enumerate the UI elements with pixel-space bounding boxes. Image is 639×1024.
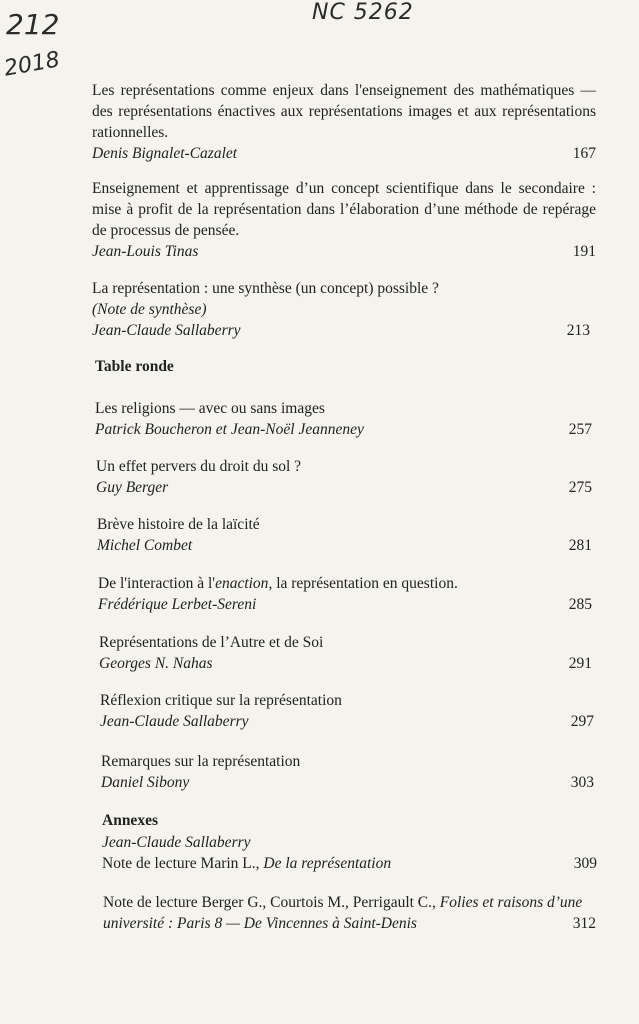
toc-entry bbox=[92, 80, 596, 164]
entry-author: Jean-Claude Sallaberry bbox=[100, 713, 249, 730]
toc-entry bbox=[101, 751, 594, 793]
entry-author: Patrick Boucheron et Jean-Noël Jeanneney bbox=[95, 421, 364, 438]
entry-page: 167 bbox=[572, 145, 596, 162]
toc-entry bbox=[99, 632, 592, 674]
entry-note: (Note de synthèse) bbox=[92, 301, 207, 318]
entry-page: 291 bbox=[568, 655, 592, 672]
entry-page: 303 bbox=[570, 774, 594, 791]
handwritten-number: 212 bbox=[6, 8, 60, 41]
entry-title: La représentation : une synthèse (un concept) possible ? bbox=[92, 280, 439, 297]
entry-title: Réflexion critique sur la représentation bbox=[100, 692, 342, 709]
entry-author: Georges N. Nahas bbox=[99, 655, 213, 672]
entry-author: Jean-Claude Sallaberry bbox=[102, 834, 251, 851]
handwritten-year: 2018 bbox=[2, 47, 62, 82]
toc-entry bbox=[92, 178, 596, 262]
handwritten-shelfmark: NC 5262 bbox=[312, 0, 414, 25]
entry-title-part: Note de lecture Berger G., Courtois M., Perrigault C., bbox=[103, 894, 440, 911]
toc-entry bbox=[102, 832, 597, 874]
entry-title: Représentations de l’Autre et de Soi bbox=[99, 634, 324, 651]
entry-title bbox=[102, 853, 597, 874]
entry-title: Les religions — avec ou sans images bbox=[95, 400, 325, 417]
section-heading: Table ronde bbox=[95, 358, 174, 375]
entry-author: Daniel Sibony bbox=[101, 774, 190, 791]
toc-entry bbox=[100, 690, 594, 732]
entry-title-part: Note de lecture Marin L., bbox=[102, 855, 264, 872]
entry-title-italic: enaction bbox=[215, 575, 269, 592]
entry-author: Jean-Claude Sallaberry bbox=[92, 322, 241, 339]
entry-author: Guy Berger bbox=[96, 479, 169, 496]
entry-title-part: , la représentation en question. bbox=[268, 575, 458, 592]
entry-author: Denis Bignalet-Cazalet bbox=[92, 145, 238, 162]
entry-title: Brève histoire de la laïcité bbox=[97, 516, 260, 533]
entry-title-italic: De la représentation bbox=[263, 855, 392, 872]
entry-title bbox=[98, 573, 592, 594]
entry-page: 309 bbox=[573, 855, 597, 872]
entry-author: Jean-Louis Tinas bbox=[92, 243, 199, 260]
section-heading: Annexes bbox=[102, 812, 158, 829]
entry-title: Les représentations comme enjeux dans l'enseignement des mathématiques — des représentations énactives aux représentations images et aux représentations rationnelles. bbox=[92, 82, 596, 141]
toc-entry bbox=[103, 892, 596, 934]
entry-author: Frédérique Lerbet-Sereni bbox=[98, 596, 257, 613]
entry-page: 213 bbox=[566, 322, 590, 339]
toc-entry bbox=[96, 456, 592, 498]
entry-title bbox=[103, 892, 596, 934]
toc-entry bbox=[98, 573, 592, 615]
entry-page: 275 bbox=[568, 479, 592, 496]
toc-entry bbox=[95, 398, 592, 440]
entry-title-italic: Folies et raisons d’une université : Paris 8 — De Vincennes à Saint-Denis bbox=[103, 894, 583, 932]
entry-title-part: De l'interaction à l' bbox=[98, 575, 216, 592]
entry-page: 191 bbox=[572, 243, 596, 260]
entry-page: 285 bbox=[568, 596, 592, 613]
entry-title: Remarques sur la représentation bbox=[101, 753, 301, 770]
entry-page: 297 bbox=[570, 713, 594, 730]
entry-title: Un effet pervers du droit du sol ? bbox=[96, 458, 302, 475]
entry-author: Michel Combet bbox=[97, 537, 193, 554]
toc-entry bbox=[97, 514, 592, 556]
entry-title: Enseignement et apprentissage d’un concept scientifique dans le secondaire : mise à profit de la représentation dans l’élaboration d’une méthode de repérage de processus de pensée. bbox=[92, 180, 596, 239]
toc-entry bbox=[92, 278, 590, 341]
entry-page: 312 bbox=[572, 915, 596, 932]
entry-page: 281 bbox=[568, 537, 592, 554]
entry-page: 257 bbox=[568, 421, 592, 438]
